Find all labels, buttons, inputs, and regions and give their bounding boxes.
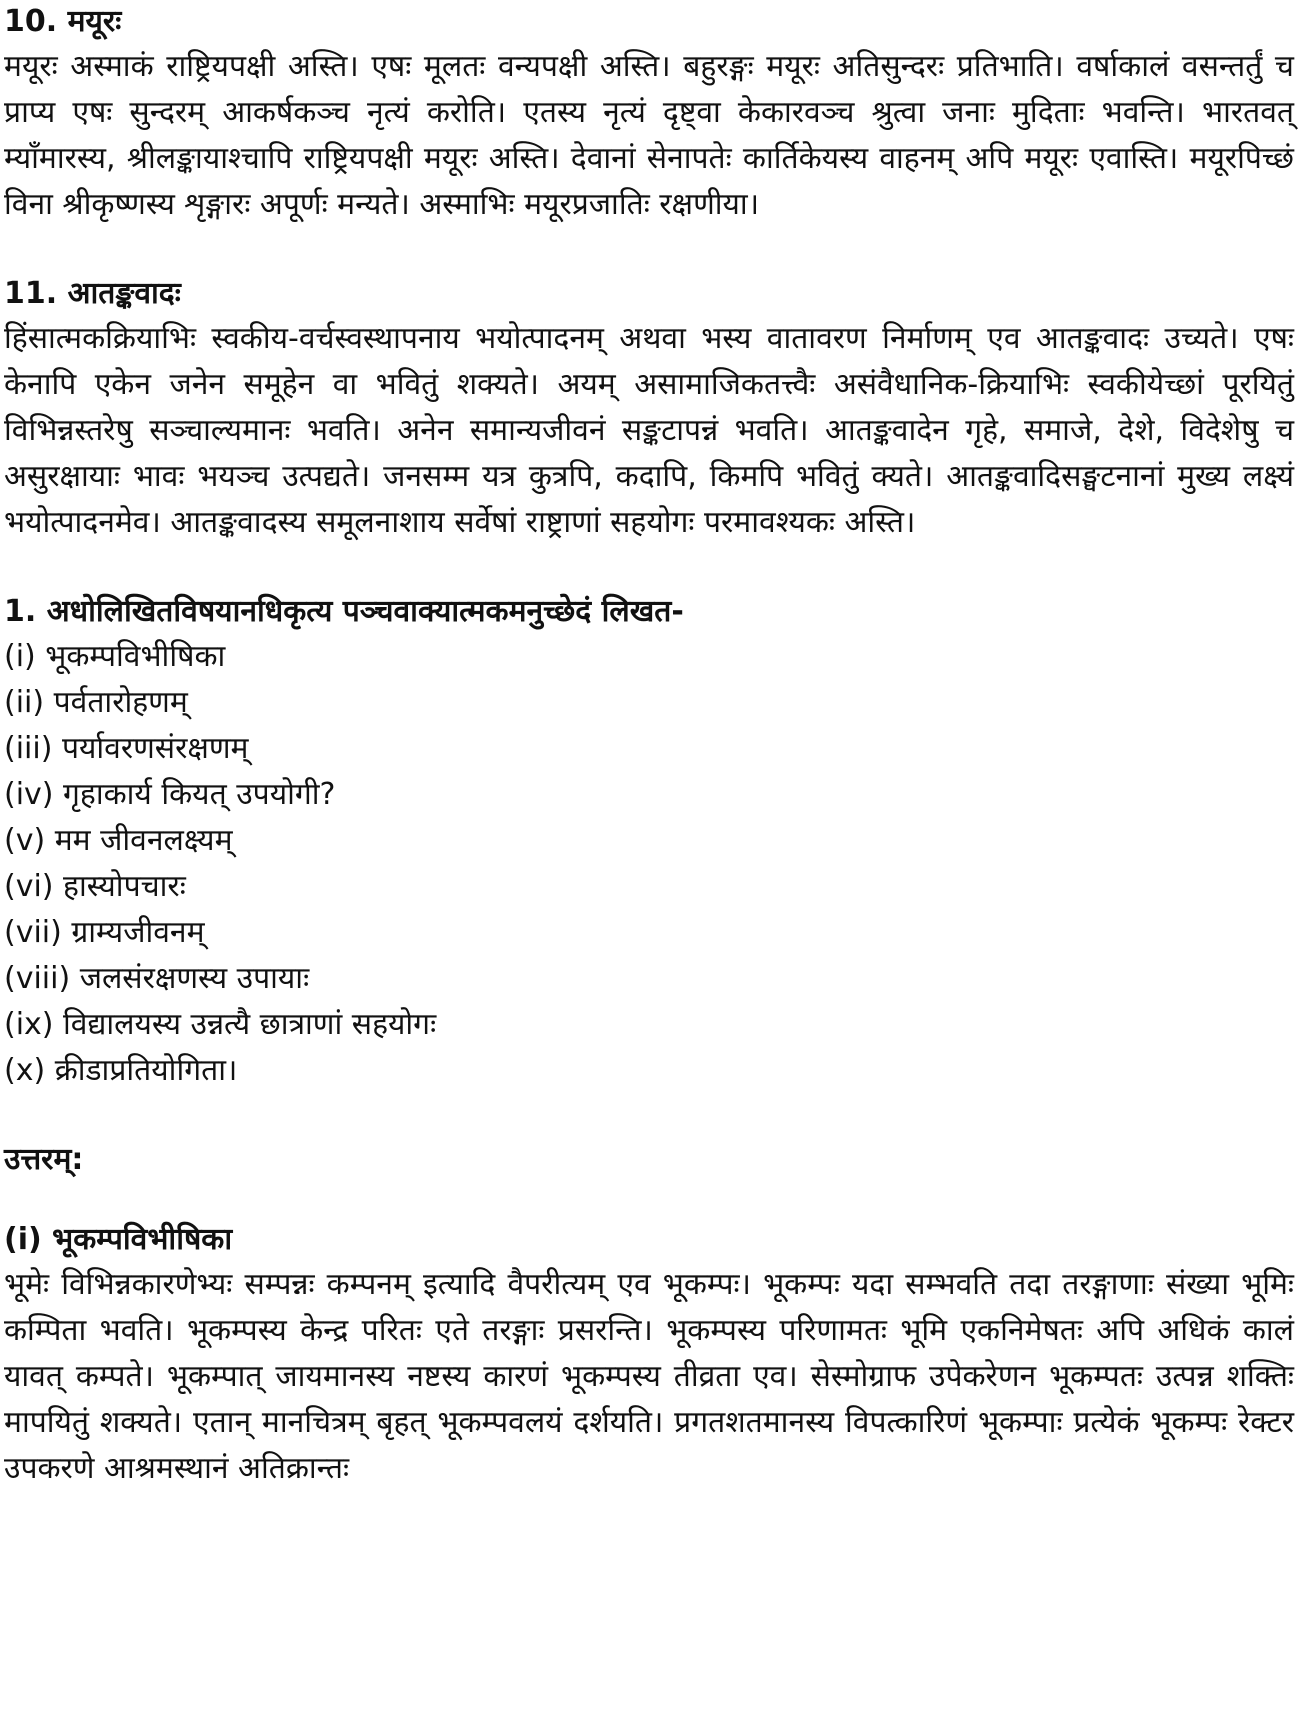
list-item: (viii) जलसंरक्षणस्य उपायाः	[4, 961, 310, 996]
answer-text: भूमेः विभिन्नकारणेभ्यः सम्पन्नः कम्पनम् इत्यादि वैपरीत्यम् एव भूकम्पः। भूकम्पः यदा सम्भवति तदा तरङ्गाणाः संख्या भूमिः कम्पिता भवति। भूकम्पस्य केन्द्र परितः एते तरङ्गाः प्रसरन्ति। भूकम्पस्य परिणामतः भूमि एकनिमेषतः अपि अधिकं कालं यावत् कम्पते। भूकम्पात् जायमानस्य नष्टस्य कारणं भूकम्पस्य तीव्रता एव। सेस्मोग्राफ उपेकरेणन भूकम्पतः उत्पन्न शक्तिः मापयितुं शक्यते। एतान् मानचित्रम् बृहत् भूकम्पवलयं दर्शयति। प्रगतशतमानस्य विपत्कारिणं भूकम्पाः प्रत्येकं भूकम्पः रेक्टर उपकरणे आश्रमस्थानं अतिक्रान्तः	[4, 1267, 1294, 1486]
essay-atankavada-text: हिंसात्मकक्रियाभिः स्वकीय-वर्चस्वस्थापनाय भयोत्पादनम् अथवा भस्य वातावरण निर्माणम् एव आतङ्कवादः उच्यते। एषः केनापि एकेन जनेन समूहेन वा भवितुं शक्यते। अयम् असामाजिकतत्त्वैः असंवैधानिक-क्रियाभिः स्वकीयेच्छां पूरयितुं विभिन्नस्तरेषु सञ्चाल्यमानः भवति। अनेन समान्यजीवनं सङ्कटापन्नं भवति। आतङ्कवादेन गृहे, समाजे, देशे, विदेशेषु च असुरक्षायाः भावः भयञ्च उत्पद्यते। जनसम्म यत्र कुत्रपि, कदापि, किमपि भवितुं क्यते। आतङ्कवादिसङ्घटनानां मुख्य लक्ष्यं भयोत्पादनमेव। आतङ्कवादस्य समूलनाशाय सर्वेषां राष्ट्राणां सहयोगः परमावश्यकः अस्ति।	[4, 321, 1294, 540]
essay-mayura-title: 10. मयूरः	[4, 4, 122, 39]
question-one	[4, 590, 1294, 1094]
answer-section	[4, 1138, 1294, 1492]
list-item: (iv) गृहाकार्य कियत् उपयोगी?	[4, 777, 336, 812]
answer-label: उत्तरम्:	[4, 1142, 84, 1177]
list-item: (v) मम जीवनलक्ष्यम्	[4, 823, 233, 858]
document-page	[4, 0, 1294, 1492]
question-one-title: 1. अधोलिखितविषयानधिकृत्य पञ्चवाक्यात्मकमनुच्छेदं लिखत-	[4, 594, 684, 629]
essay-atankavada	[4, 272, 1294, 546]
answer-subtitle: (i) भूकम्पविभीषिका	[4, 1222, 233, 1257]
list-item: (i) भूकम्पविभीषिका	[4, 639, 226, 674]
essay-atankavada-title: 11. आतङ्कवादः	[4, 276, 181, 311]
list-item: (vii) ग्राम्यजीवनम्	[4, 915, 205, 950]
list-item: (vi) हास्योपचारः	[4, 869, 186, 904]
essay-mayura	[4, 0, 1294, 228]
list-item: (x) क्रीडाप्रतियोगिता।	[4, 1053, 238, 1088]
topic-list	[4, 634, 1294, 1094]
list-item: (iii) पर्यावरणसंरक्षणम्	[4, 731, 249, 766]
list-item: (ii) पर्वतारोहणम्	[4, 685, 188, 720]
list-item: (ix) विद्यालयस्य उन्नत्यै छात्राणां सहयोगः	[4, 1007, 437, 1042]
essay-mayura-text: मयूरः अस्माकं राष्ट्रियपक्षी अस्ति। एषः मूलतः वन्यपक्षी अस्ति। बहुरङ्गः मयूरः अतिसुन्दरः प्रतिभाति। वर्षाकालं वसन्तर्तुं च प्राप्य एषः सुन्दरम् आकर्षकञ्च नृत्यं करोति। एतस्य नृत्यं दृष्ट्वा केकारवञ्च श्रुत्वा जनाः मुदिताः भवन्ति। भारतवत् म्याँमारस्य, श्रीलङ्कायाश्चापि राष्ट्रियपक्षी मयूरः अस्ति। देवानां सेनापतेः कार्तिकेयस्य वाहनम् अपि मयूरः एवास्ति। मयूरपिच्छं विना श्रीकृष्णस्य शृङ्गारः अपूर्णः मन्यते। अस्माभिः मयूरप्रजातिः रक्षणीया।	[4, 49, 1294, 222]
